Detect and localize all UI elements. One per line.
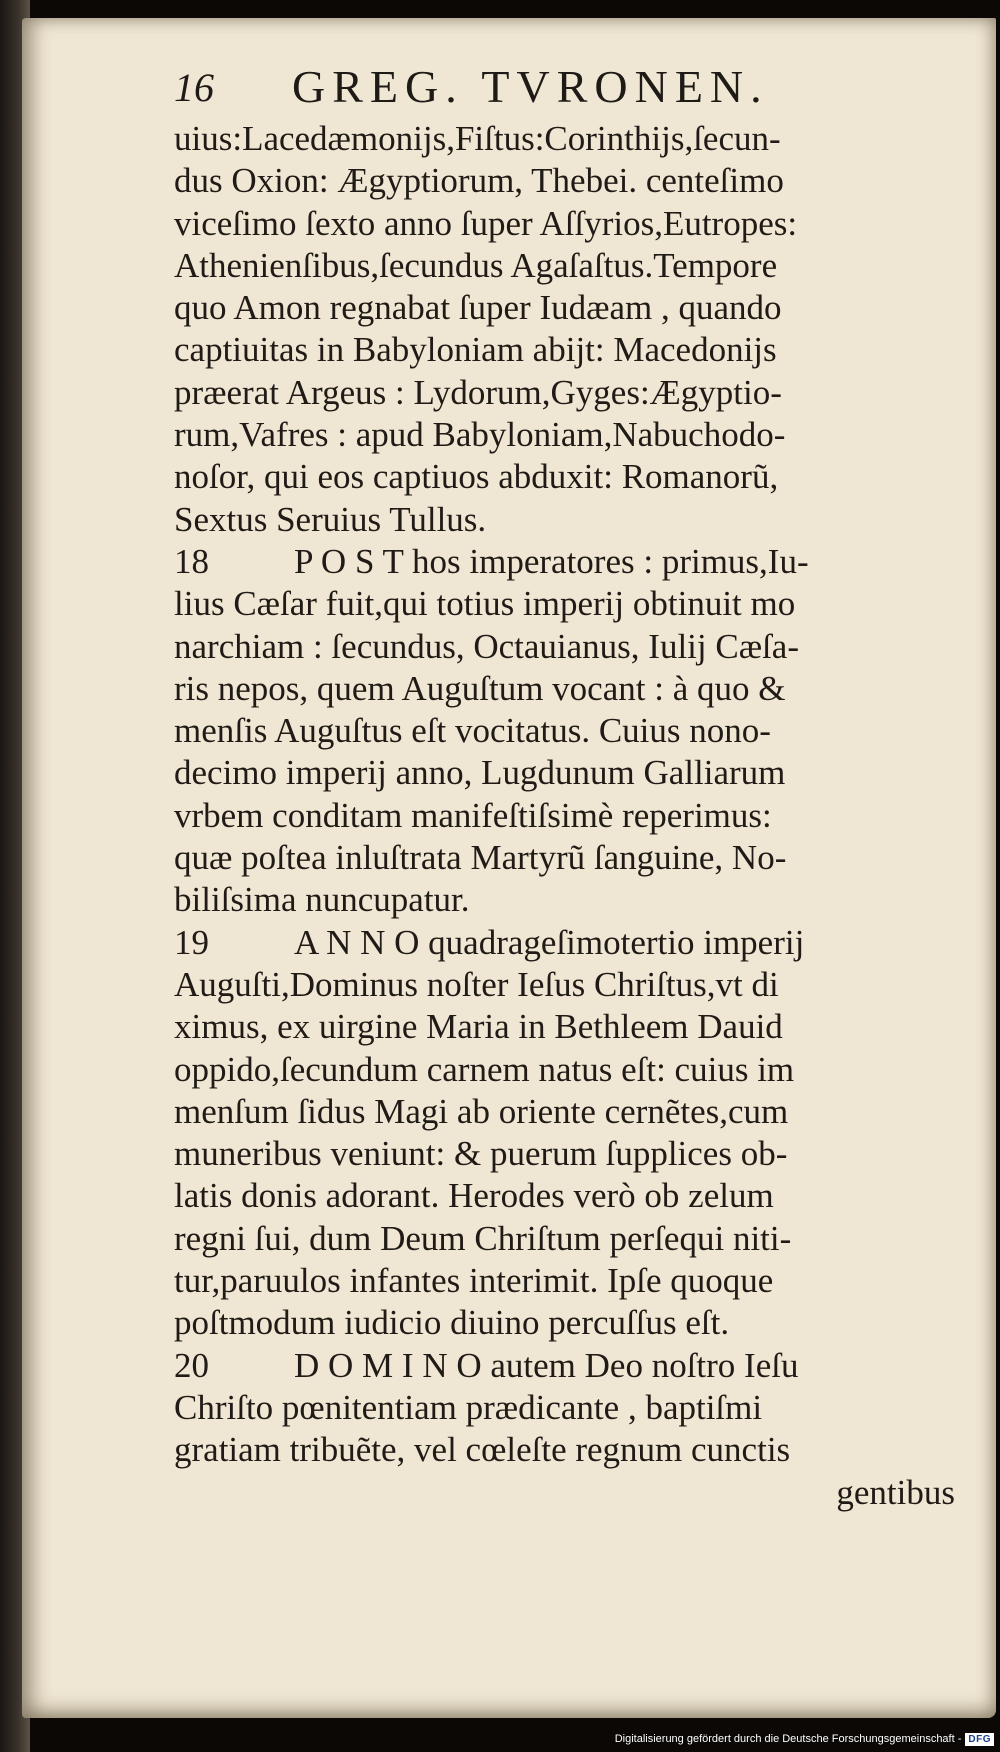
digitization-credit xyxy=(615,1730,994,1748)
paragraph-first-line: P O S T hos imperatores : primus,Iu- xyxy=(294,541,809,581)
text-line: Auguſti,Dominus noſter Ieſus Chriſtus,vt di xyxy=(174,964,779,1004)
paragraph-number: 19 xyxy=(174,922,209,962)
paragraph-first-line: D O M I N O autem Deo noſtro Ieſu xyxy=(294,1345,799,1385)
page-header xyxy=(174,56,959,118)
text-line: narchiam : ſecundus, Octauianus, Iulij Cæſa- xyxy=(174,626,799,666)
text-line: regni ſui, dum Deum Chriſtum perſequi niti- xyxy=(174,1218,792,1258)
text-line: viceſimo ſexto anno ſuper Aſſyrios,Eutropes: xyxy=(174,203,798,243)
text-line: latis donis adorant. Herodes verò ob zelum xyxy=(174,1176,774,1216)
text-line: Chriſto pœnitentiam prædicante , baptiſmi xyxy=(174,1387,763,1427)
text-line: dus Oxion: Ægyptiorum, Thebei. centeſimo xyxy=(174,161,784,201)
text-line: quæ poſtea inluſtrata Martyrũ ſanguine, No- xyxy=(174,838,787,878)
text-line: captiuitas in Babyloniam abijt: Macedonijs xyxy=(174,330,777,370)
paragraph-number: 18 xyxy=(174,541,209,581)
text-line: tur,paruulos infantes interimit. Ipſe quoque xyxy=(174,1261,774,1301)
text-line: decimo imperij anno, Lugdunum Galliarum xyxy=(174,753,786,793)
page-content xyxy=(174,56,959,1514)
text-line: rum,Vafres : apud Babyloniam,Nabuchodo- xyxy=(174,415,786,455)
text-line: muneribus veniunt: & puerum ſupplices ob- xyxy=(174,1134,788,1174)
text-line: Sextus Seruius Tullus. xyxy=(174,499,487,539)
text-line: biliſsima nuncupatur. xyxy=(174,880,470,920)
text-line: gratiam tribuẽte, vel cœleſte regnum cunctis xyxy=(174,1430,791,1470)
paragraph-first-line: A N N O quadrageſimotertio imperij xyxy=(294,922,805,962)
text-line: uius:Lacedæmonijs,Fiſtus:Corinthijs,ſecun- xyxy=(174,119,781,158)
dfg-logo-icon: DFG xyxy=(965,1733,994,1746)
running-head: GREG. TVRONEN. xyxy=(292,61,769,112)
text-line: præerat Argeus : Lydorum,Gyges:Ægyptio- xyxy=(174,372,782,412)
text-line: lius Cæſar fuit,qui totius imperij obtinuit mo xyxy=(174,584,796,624)
text-line: poſtmodum iudicio diuino percuſſus eſt. xyxy=(174,1303,730,1343)
book-page xyxy=(22,18,996,1718)
text-line: Athenienſibus,ſecundus Agaſaſtus.Tempore xyxy=(174,245,778,285)
paragraph-start xyxy=(174,1345,959,1387)
credit-text: Digitalisierung gefördert durch die Deutsche Forschungsgemeinschaft - xyxy=(614,1733,962,1745)
text-line: ris nepos, quem Auguſtum vocant : à quo & xyxy=(174,668,786,708)
paragraph-start xyxy=(174,541,959,583)
paragraph-number: 20 xyxy=(174,1345,209,1385)
body-text xyxy=(174,118,959,1514)
page-number: 16 xyxy=(174,65,214,110)
text-line: ximus, ex uirgine Maria in Bethleem Dauid xyxy=(174,1007,783,1047)
text-line: oppido,ſecundum carnem natus eſt: cuius im xyxy=(174,1049,795,1089)
paragraph-start xyxy=(174,922,959,964)
text-line: menſis Auguſtus eſt vocitatus. Cuius nono- xyxy=(174,711,771,751)
text-line: quo Amon regnabat ſuper Iudæam , quando xyxy=(174,288,782,328)
text-line: noſor, qui eos captiuos abduxit: Romanorũ, xyxy=(174,457,779,497)
text-line: menſum ſidus Magi ab oriente cernẽtes,cum xyxy=(174,1091,789,1131)
text-line: vrbem conditam manifeſtiſsimè reperimus: xyxy=(174,795,772,835)
catchword: gentibus xyxy=(836,1472,955,1512)
